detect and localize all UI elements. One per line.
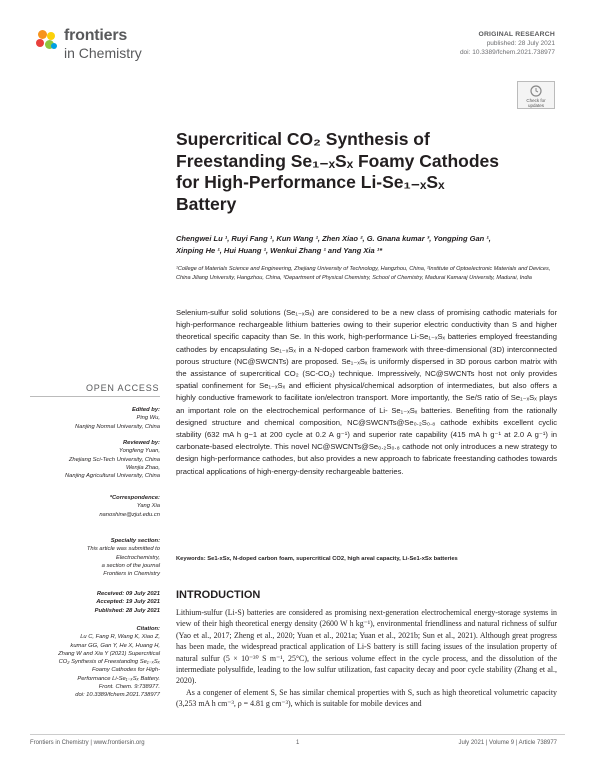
abstract (176, 307, 557, 478)
section-heading-introduction: INTRODUCTION (176, 589, 261, 601)
reviewer-affiliation: Nanjing Agricultural University, China (64, 473, 160, 480)
reviewer-name: Yongfeng Yuan, (119, 448, 160, 455)
citation-label: Citation: (136, 626, 160, 632)
specialty-line: a section of the journal (101, 562, 160, 569)
title-line-3: for High-Performance Li-Se₁₋ₓSₓ (176, 172, 445, 192)
footer-journal[interactable]: Frontiers in Chemistry | www.frontiersin.org (30, 740, 145, 746)
correspondence-name: Yang Xia (136, 503, 160, 510)
edited-by-block (30, 406, 160, 431)
open-access-label: OPEN ACCESS (86, 383, 160, 393)
article-type: ORIGINAL RESEARCH (478, 31, 555, 38)
title-line-1: Supercritical CO₂ Synthesis of (176, 129, 430, 149)
accepted-date: Accepted: 19 July 2021 (96, 599, 160, 606)
footer-issue: July 2021 | Volume 9 | Article 738977 (458, 740, 557, 746)
author-list (176, 233, 551, 257)
specialty-line: This article was submitted to (86, 546, 160, 553)
dates-block (30, 590, 160, 615)
journal-logo[interactable] (36, 28, 176, 68)
correspondence-email[interactable]: nanoshine@zjut.edu.cn (99, 511, 160, 518)
reviewed-by-block (30, 439, 160, 480)
title-line-2: Freestanding Se₁₋ₓSₓ Foamy Cathodes (176, 150, 499, 171)
doi-link[interactable]: doi: 10.3389/fchem.2021.738977 (459, 49, 555, 56)
specialty-line: Frontiers in Chemistry (103, 571, 160, 578)
edited-by-label: Edited by: (131, 407, 160, 413)
abstract-text: Selenium-sulfur solid solutions (Se₁₋ₓSₓ) are considered to be a new class of promising cathodic materials for high-performance rechargeable lithium batteries owing to their superior electric conductivity than S and higher theoretical specific capacity than Se. In this work, high-performance Li-Se₁₋ₓSₓ batteries employed freestanding cathodes by encapsulating Se₁₋ₓSₓ in a N-doped carbon framework with three-dimensional (3D) interconnected porous structure (NC@SWCNTs) are proposed. Se₁₋ₓSₓ is uniformly dispersed in 3D porous carbon matrix with the assistance of supercritical CO₂ (SC-CO₂) technique. Impressively, NC@SWCNTs host not only provides spatial confinement for Se₁₋ₓSₓ and efficient physical/chemical adsorption of intermediates, but also offers a highly conductive framework to facilitate ion/electron transport. More importantly, the Se/S ratio of Se₁₋ₓSₓ plays an important role on the electrochemical performance of Li- Se₁₋ₓSₓ batteries. Benefiting from the rationally designed structure and chemical composition, NC@SWCNTs@Se₀.₂S₀.₈ cathode exhibits excellent cyclic stability (632 mA h g−1 at 200 cycle at 0.2 A g⁻¹) and superior rate capability (415 mA h g⁻¹ at 2.0 A g⁻¹) in carbonate-based electrolyte. This novel NC@SWCNTs@Se₀.₂S₀.₈ cathode not only introduces a new strategy to design high-performance cathodes, but also provides a new approach to fabricate freestanding cathodes towards practical applications of high-energy-density rechargeable batteries. (176, 308, 557, 476)
citation-doi[interactable]: doi: 10.3389/fchem.2021.738977 (75, 692, 160, 699)
update-icon (530, 85, 542, 97)
reviewer-name: Wenjia Zhao, (125, 464, 160, 471)
introduction-body (176, 607, 557, 710)
intro-paragraph-2: As a congener of element S, Se has similar chemical properties with S, such as high theoretical volumetric capacity (3,253 mA h cm⁻³, ρ = 4.81 g cm⁻³), which is suitable for mobile devices and (176, 687, 557, 709)
affiliations: ¹College of Materials Science and Engineering, Zhejiang University of Technology, Hangzhou, China, ²Institute of Optoelectronic Materials and Devices, China Jiliang University, Hangzhou, China, ³Department of Physical Chemistry, School of Chemistry, Madurai Kamaraj University, Madurai, India (176, 266, 551, 281)
citation-line: Performance Li-Se₁₋ₓSₓ Battery. (77, 675, 160, 682)
reviewed-by-label: Reviewed by: (122, 440, 160, 446)
citation-block (30, 625, 160, 700)
authors-line-2[interactable]: Xinping He ¹, Hui Huang ¹, Wenkui Zhang ¹ and Yang Xia ¹* (176, 246, 383, 255)
updates-badge-label: Check for updates (526, 98, 546, 108)
check-for-updates-badge[interactable] (517, 81, 555, 109)
title-line-4: Battery (176, 193, 237, 214)
specialty-section-block (30, 537, 160, 578)
article-meta-header (460, 30, 555, 57)
keywords: Keywords: Se1-xSx, N-doped carbon foam, supercritical CO2, high areal capacity, Li-Se1-xSx batteries (176, 556, 458, 562)
published-date: published: 28 July 2021 (486, 40, 555, 47)
citation-line: kumar GG, Gan Y, He X, Huang H, (70, 642, 160, 649)
citation-line: Front. Chem. 9:738977. (98, 684, 160, 691)
frontiers-logo-icon (36, 30, 58, 52)
authors-line-1[interactable]: Chengwei Lu ¹, Ruyi Fang ¹, Kun Wang ¹, Zhen Xiao ², G. Gnana kumar ³, Yongping Gan ¹, (176, 234, 491, 243)
article-title (176, 129, 566, 215)
correspondence-block (30, 494, 160, 519)
citation-line: Lu C, Fang R, Wang K, Xiao Z, (80, 634, 160, 641)
divider (30, 396, 160, 397)
editor-affiliation: Nanjing Normal University, China (75, 423, 160, 430)
journal-name: in Chemistry (64, 45, 142, 61)
citation-line: Foamy Cathodes for High- (92, 667, 160, 674)
citation-line: Zhang W and Xia Y (2021) Supercritical (58, 650, 160, 657)
published-date-side: Published: 28 July 2021 (94, 607, 160, 614)
brand-name: frontiers (64, 27, 128, 44)
received-date: Received: 09 July 2021 (96, 591, 160, 597)
editor-name: Ping Wu, (136, 415, 160, 422)
reviewer-affiliation: Zhejiang Sci-Tech University, China (68, 456, 160, 463)
footer-divider (30, 734, 565, 735)
specialty-line: Electrochemistry, (115, 554, 160, 561)
specialty-section-label: Specialty section: (110, 538, 160, 544)
intro-paragraph-1: Lithium-sulfur (Li-S) batteries are considered as promising next-generation electrochemical energy-storage systems in view of their high theoretical energy density (2600 W h kg⁻¹), environmental friendliness and natural richness of sulfur (Yao et al., 2017; Zheng et al., 2020; Yuan et al., 2021a; Yuan et al., 2021b; Sun et al., 2021). Although great progress has been made, the widespread practical application of Li-S battery is still facing issues of the insulation property of natural sulfur (5 × 10⁻³⁰ S m⁻¹, 25°C), the serious volume effect in the cycle process, and the dissolution of the intermediate polysulfide, leading to the low sulfur utilization, fast capacity decay and poor cycle stability (Zhang et al., 2020). (176, 608, 557, 686)
correspondence-label: *Correspondence: (109, 495, 160, 501)
citation-line: CO₂ Synthesis of Freestanding Se₁₋ₓSₓ (58, 659, 160, 666)
page-number: 1 (296, 740, 300, 746)
